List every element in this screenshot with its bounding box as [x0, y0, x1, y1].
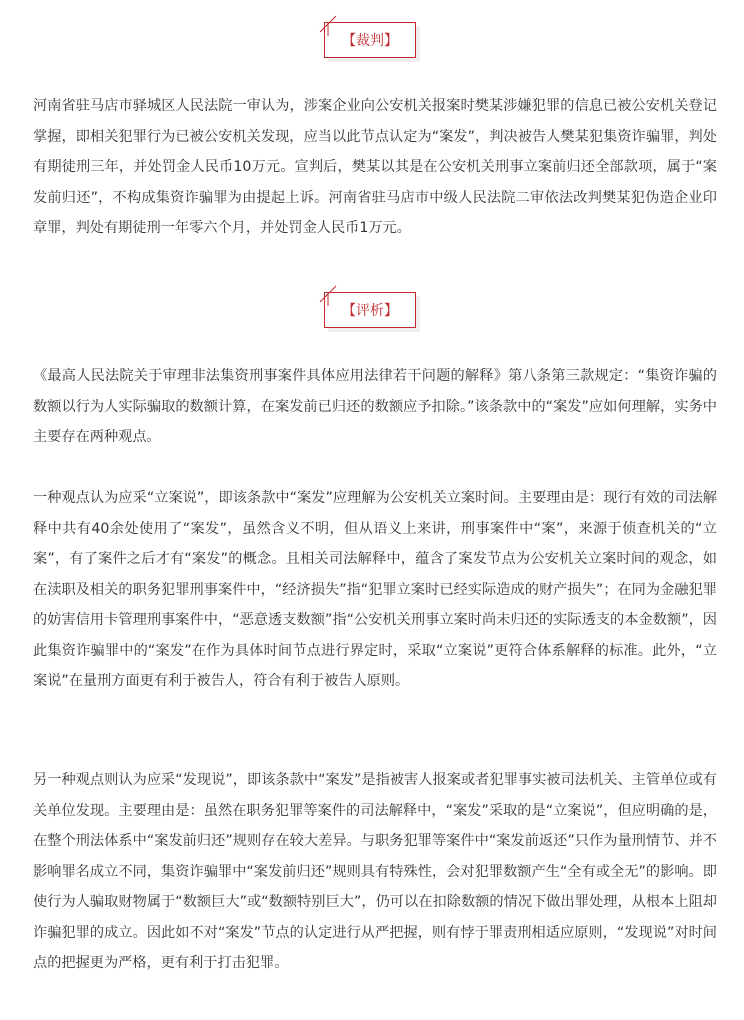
- judgment-paragraph: 河南省驻马店市驿城区人民法院一审认为，涉案企业向公安机关报案时樊某涉嫌犯罪的信息已被公安机关登记掌握，即相关犯罪行为已被公安机关发现，应当以此节点认定为“案发”，判决被告人樊某犯集资诈骗罪，判处有期徒刑三年，并处罚金人民币10万元。宣判后，樊某以其是在公安机关刑事立案前归还全部款项，属于“案发前归还”，不构成集资诈骗罪为由提起上诉。河南省驻马店市中级人民法院二审依法改判樊某犯伪造企业印章罪，判处有期徒刑一年零六个月，并处罚金人民币1万元。: [33, 98, 717, 236]
- analysis-paragraph-discovery-view: 另一种观点则认为应采“发现说”，即该条款中“案发”是指被害人报案或者犯罪事实被司法机关、主管单位或有关单位发现。主要理由是：虽然在职务犯罪等案件的司法解释中，“案发”采取的是“立案说”，但应明确的是，在整个刑法体系中“案发前归还”规则存在较大差异。与职务犯罪等案件中“案发前返还”只作为量刑情节、并不影响罪名成立不同，集资诈骗罪中“案发前归还”规则具有特殊性，会对犯罪数额产生“全有或全无”的影响。即使行为人骗取财物属于“数额巨大”或“数额特别巨大”，仍可以在扣除数额的情况下做出罪处理，从根本上阻却诈骗犯罪的成立。因此如不对“案发”节点的认定进行从严把握，则有悖于罪责刑相适应原则，“发现说”对时间点的把握更为严格，更有利于打击犯罪。: [33, 772, 717, 971]
- section-tag-analysis: [324, 292, 420, 332]
- slash-corner-icon: [318, 12, 342, 36]
- analysis-paragraph-filing-view: 一种观点认为应采“立案说”，即该条款中“案发”应理解为公安机关立案时间。主要理由是：现行有效的司法解释中共有40余处使用了“案发”，虽然含义不明，但从语义上来讲，刑事案件中“案”，来源于侦查机关的“立案”，有了案件之后才有“案发”的概念。且相关司法解释中，蕴含了案发节点为公安机关立案时间的观念，如在渎职及相关的职务犯罪刑事案件中，“经济损失”指“犯罪立案时已经实际造成的财产损失”；在同为金融犯罪的妨害信用卡管理刑事案件中，“恶意透支数额”指“公安机关刑事立案时尚未归还的实际透支的本金数额”，因此集资诈骗罪中的“案发”在作为具体时间节点进行界定时，采取“立案说”更符合体系解释的标准。此外，“立案说”在量刑方面更有利于被告人，符合有利于被告人原则。: [33, 490, 717, 689]
- analysis-paragraph-intro: 《最高人民法院关于审理非法集资刑事案件具体应用法律若干问题的解释》第八条第三款规定：“集资诈骗的数额以行为人实际骗取的数额计算，在案发前已归还的数额应予扣除。”该条款中的“案发”应如何理解，实务中主要存在两种观点。: [33, 368, 717, 445]
- slash-corner-icon: [318, 282, 342, 306]
- section-tag-judgment: [324, 22, 420, 62]
- tag-label: 【裁判】: [324, 22, 416, 58]
- tag-label: 【评析】: [324, 292, 416, 328]
